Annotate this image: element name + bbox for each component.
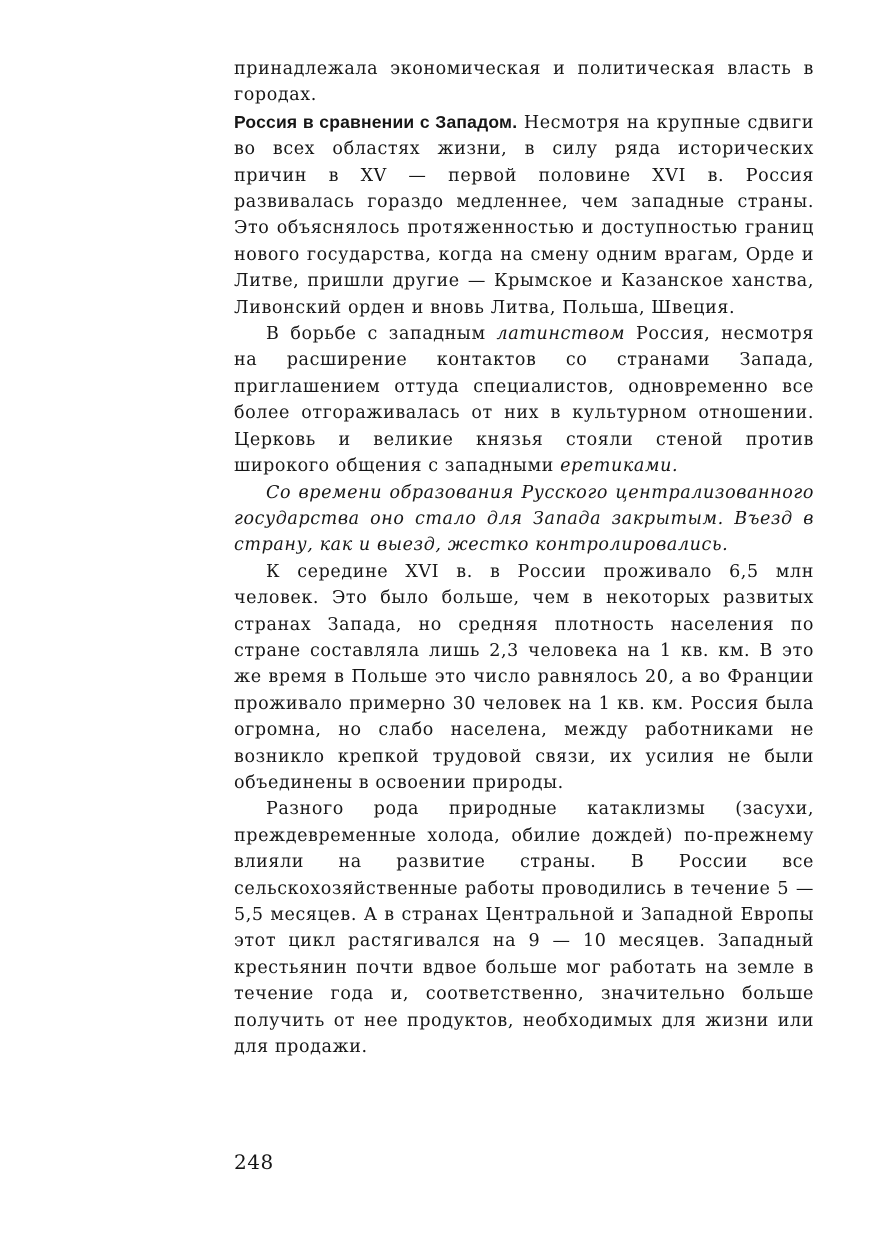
paragraph-text: Несмотря на крупные сдвиги во всех областях жизни, в силу ряда исторических причин в XV — первой половине XVI в. Россия развивалась гораздо медленнее, чем западные страны. Это объяснялось протяженностью и доступностью границ нового государства, когда на смену одним врагам, Орде и Литве, пришли другие — Крымское и Казанское ханства, Ливонский орден и вновь Литва, Польша, Швеция. [234, 112, 814, 318]
paragraph-latinism [234, 321, 814, 479]
italic-term-latinism: латинством [496, 324, 626, 345]
paragraph-text-part: Россия, несмотря на расширение контактов со странами Запада, приглашением оттуда специалистов, одновременно все более отгораживалась от них в культурном отношении. Церковь и великие князья стояли стеной против широкого общения с западными [234, 324, 814, 477]
paragraph-text: Разного рода природные катаклизмы (засухи, преждевременные холода, обилие дождей) по-прежнему влияли на развитие страны. В России все сельскохозяйственные работы проводились в течение 5 — 5,5 месяцев. А в странах Центральной и Западной Европы этот цикл растягивался на 9 — 10 месяцев. Западный крестьянин почти вдвое больше мог работать на земле в течение года и, соответственно, значительно больше получить от нее продуктов, необходимых для жизни или для продажи. [234, 799, 814, 1058]
paragraph-population [234, 559, 814, 797]
page-body [234, 56, 814, 1060]
paragraph-text: К середине XVI в. в России проживало 6,5 млн человек. Это было больше, чем в некоторых развитых странах Запада, но средняя плотность населения по стране составляла лишь 2,3 человека на 1 кв. км. В это же время в Польше это число равнялось 20, а во Франции проживало примерно 30 человек на 1 кв. км. Россия была огромна, но слабо населена, между работниками не возникло крепкой трудовой связи, их усилия не были объединены в освоении природы. [234, 561, 814, 793]
paragraph-continuation [234, 56, 814, 109]
paragraph-climate [234, 796, 814, 1060]
paragraph-russia-vs-west [234, 109, 814, 321]
page-number: 248 [234, 1150, 274, 1174]
section-heading: Россия в сравнении с Западом. [234, 111, 518, 132]
paragraph-closed-state [234, 480, 814, 559]
paragraph-text: Со времени образования Русского централизованного государства оно стало для Запада закрытым. Въезд в страну, как и выезд, жестко контролировались. [234, 482, 814, 556]
paragraph-text-part: В борьбе с западным [266, 324, 497, 345]
italic-term-heretics: еретиками. [560, 456, 679, 477]
paragraph-text: принадлежала экономическая и политическая власть в городах. [234, 59, 814, 106]
